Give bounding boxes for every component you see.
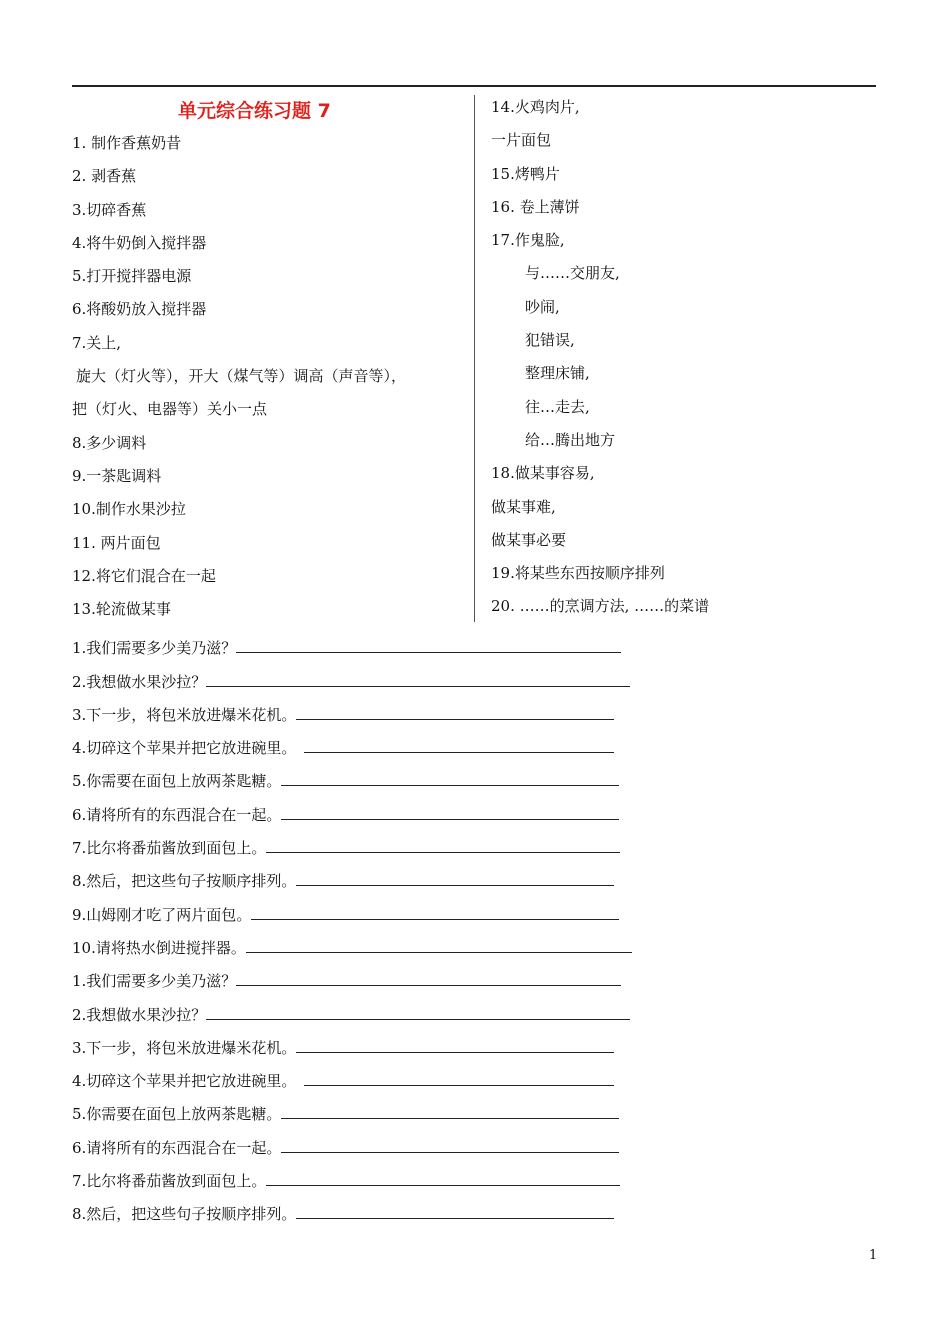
exercise-row [72, 660, 672, 693]
exercise-row [72, 627, 672, 660]
vocab-item: 7.关上, [72, 333, 122, 352]
answer-blank[interactable] [281, 1118, 619, 1119]
vocab-list-left [72, 127, 467, 626]
exercise-prompt: 3.下一步，将包米放进爆米花机。 [72, 705, 297, 724]
vocab-item: 19.将某些东西按顺序排列 [491, 564, 665, 583]
exercise-row [72, 927, 672, 960]
exercise-row [72, 727, 672, 760]
exercise-prompt: 7.比尔将番茄酱放到面包上。 [72, 839, 267, 858]
page-number: 1 [869, 1248, 878, 1263]
exercise-prompt: 2.我想做水果沙拉？ [72, 1005, 207, 1024]
exercise-row [72, 1027, 672, 1060]
vocab-item: 与……交朋友, [525, 264, 620, 283]
exercise-prompt: 8.然后，把这些句子按顺序排列。 [72, 1205, 297, 1224]
exercise-row [72, 760, 672, 793]
vocab-item: 旋大（灯火等），开大（煤气等）调高（声音等）， [76, 367, 407, 386]
exercise-row [72, 1160, 672, 1193]
exercise-prompt: 10.请将热水倒进搅拌器。 [72, 938, 246, 957]
vocab-item: 2. 剥香蕉 [72, 167, 137, 186]
vocab-item: 把（灯火、电器等）关小一点 [72, 400, 268, 419]
vocab-item: 13.轮流做某事 [72, 600, 171, 619]
vocab-item: 14.火鸡肉片, [491, 98, 580, 116]
exercise-row [72, 960, 672, 993]
vocab-item: 1. 制作香蕉奶昔 [72, 134, 182, 152]
exercise-row [72, 893, 672, 926]
vocab-item: 6.将酸奶放入搅拌器 [72, 300, 207, 319]
exercise-row [72, 1093, 672, 1126]
vocab-item: 8.多少调料 [72, 433, 147, 452]
vocab-item: 给…腾出地方 [525, 430, 616, 449]
vocab-item: 20. ……的烹调方法, ……的菜谱 [491, 597, 710, 616]
answer-blank[interactable] [251, 919, 619, 920]
vocab-item: 做某事难, [491, 497, 556, 516]
exercise-prompt: 8.然后，把这些句子按顺序排列。 [72, 872, 297, 891]
exercise-prompt: 4.切碎这个苹果并把它放进碗里。 [72, 1072, 297, 1091]
answer-blank[interactable] [296, 719, 614, 720]
exercise-prompt: 1.我们需要多少美乃滋？ [72, 972, 237, 991]
exercise-row [72, 827, 672, 860]
exercise-row [72, 793, 672, 826]
answer-blank[interactable] [236, 985, 621, 986]
vocab-item: 犯错误, [525, 331, 575, 350]
exercise-prompt: 1.我们需要多少美乃滋？ [72, 639, 237, 658]
answer-blank[interactable] [281, 819, 619, 820]
answer-blank[interactable] [304, 1085, 614, 1086]
header-rule [72, 85, 876, 87]
exercise-prompt: 4.切碎这个苹果并把它放进碗里。 [72, 739, 297, 758]
answer-blank[interactable] [266, 852, 620, 853]
answer-blank[interactable] [281, 785, 619, 786]
exercise-row [72, 694, 672, 727]
exercise-row [72, 860, 672, 893]
vocab-item: 12.将它们混合在一起 [72, 566, 216, 585]
vocab-item: 15.烤鸭片 [491, 164, 560, 183]
vocab-item: 10.制作水果沙拉 [72, 500, 186, 519]
vocab-item: 3.切碎香蕉 [72, 200, 147, 219]
answer-blank[interactable] [246, 952, 632, 953]
exercise-prompt: 2.我想做水果沙拉？ [72, 672, 207, 691]
translation-exercises [72, 627, 672, 1226]
answer-blank[interactable] [266, 1185, 620, 1186]
exercise-row [72, 993, 672, 1026]
exercise-row [72, 1193, 672, 1226]
exercise-row [72, 1126, 672, 1159]
answer-blank[interactable] [296, 1218, 614, 1219]
answer-blank[interactable] [236, 652, 621, 653]
vocab-item: 往…走去, [525, 397, 590, 416]
answer-blank[interactable] [296, 1052, 614, 1053]
answer-blank[interactable] [206, 686, 630, 687]
vocab-item: 吵闹, [525, 297, 560, 316]
exercise-prompt: 6.请将所有的东西混合在一起。 [72, 805, 282, 824]
exercise-prompt: 5.你需要在面包上放两茶匙糖。 [72, 1105, 282, 1124]
answer-blank[interactable] [281, 1152, 619, 1153]
answer-blank[interactable] [296, 885, 614, 886]
vocab-item: 18.做某事容易, [491, 464, 595, 483]
answer-blank[interactable] [304, 752, 614, 753]
exercise-prompt: 6.请将所有的东西混合在一起。 [72, 1138, 282, 1157]
vocab-item: 17.作鬼脸, [491, 231, 565, 250]
vocab-item: 整理床铺, [525, 364, 590, 383]
exercise-prompt: 3.下一步，将包米放进爆米花机。 [72, 1038, 297, 1057]
vocab-item: 16. 卷上薄饼 [491, 197, 580, 216]
exercise-prompt: 9.山姆刚才吃了两片面包。 [72, 905, 252, 924]
vocab-item: 9.一茶匙调料 [72, 466, 162, 485]
vocab-item: 11. 两片面包 [72, 533, 161, 552]
vocab-item: 4.将牛奶倒入搅拌器 [72, 233, 207, 252]
vocab-list-right [491, 91, 871, 624]
exercise-row [72, 1060, 672, 1093]
vocab-item: 5.打开搅拌器电源 [72, 267, 192, 286]
vocab-item: 做某事必要 [491, 530, 567, 549]
column-divider [474, 95, 475, 622]
exercise-prompt: 7.比尔将番茄酱放到面包上。 [72, 1172, 267, 1191]
answer-blank[interactable] [206, 1019, 630, 1020]
exercise-prompt: 5.你需要在面包上放两茶匙糖。 [72, 772, 282, 791]
page-title: 单元综合练习题 7 [178, 100, 331, 122]
vocab-item: 一片面包 [491, 131, 552, 150]
